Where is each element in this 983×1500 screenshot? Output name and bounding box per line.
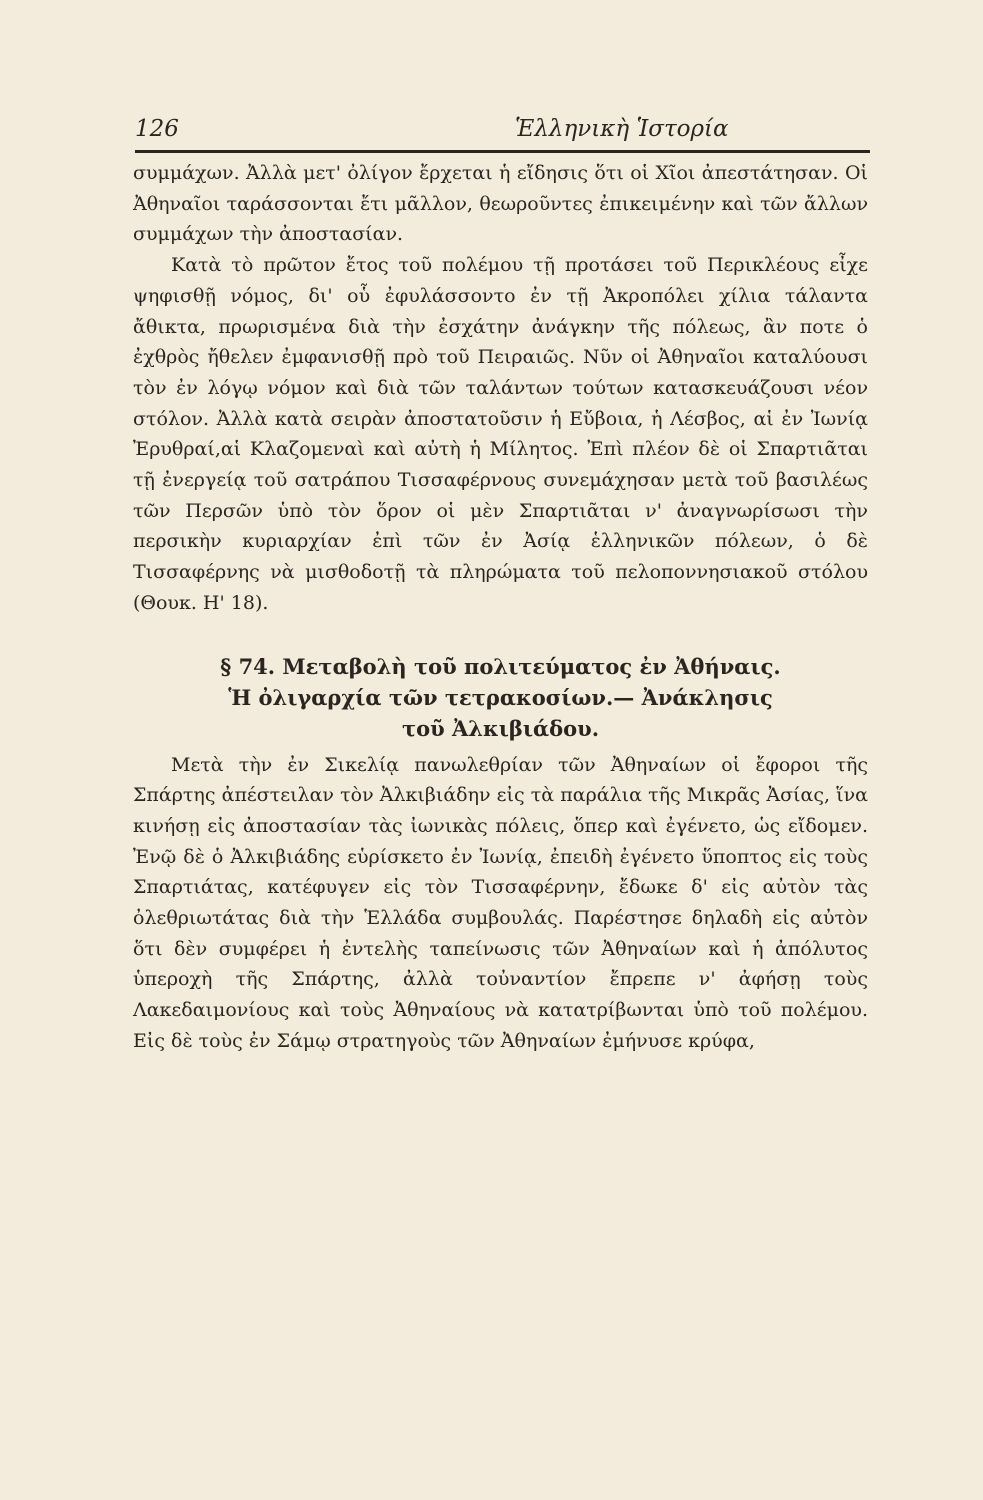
section-number: § 74. xyxy=(220,653,276,679)
header-rule xyxy=(135,150,870,153)
page-header xyxy=(135,116,865,146)
paragraph-continued: συμμάχων. Ἀλλὰ μετ' ὀλίγον ἔρχεται ἡ εἴδησις ὅτι οἱ Χῖοι ἀπεστάτησαν. Οἱ Ἀθηναῖοι ταράσσονται ἔτι μᾶλλον, θεωροῦντες ἐπικειμένην καὶ τῶν ἄλλων συμμάχων τὴν ἀποστασίαν. xyxy=(133,162,868,246)
section-heading-line-3: τοῦ Ἀλκιβιάδου. xyxy=(401,715,600,741)
page-body xyxy=(133,158,868,1057)
page-number: 126 xyxy=(135,116,179,142)
section-title-1: Μεταβολὴ τοῦ πολιτεύματος ἐν Ἀθήναις. xyxy=(282,653,781,679)
section-heading xyxy=(133,651,868,744)
paragraph: Μετὰ τὴν ἐν Σικελίᾳ πανωλεθρίαν τῶν Ἀθηναίων οἱ ἔφοροι τῆς Σπάρτης ἀπέστειλαν τὸν Ἀλκιβιάδην εἰς τὰ παράλια τῆς Μικρᾶς Ἀσίας, ἵνα κινήσῃ εἰς ἀποστασίαν τὰς ἰωνικὰς πόλεις, ὅπερ καὶ ἐγένετο, ὡς εἴδομεν. Ἐνῷ δὲ ὁ Ἀλκιβιάδης εὑρίσκετο ἐν Ἰωνίᾳ, ἐπειδὴ ἐγένετο ὕποπτος εἰς τοὺς Σπαρτιάτας, κατέφυγεν εἰς τὸν Τισσαφέρνην, ἔδωκε δ' εἰς αὐτὸν τὰς ὀλεθριωτάτας διὰ τὴν Ἑλλάδα συμβουλάς. Παρέστησε δηλαδὴ εἰς αὐτὸν ὅτι δὲν συμφέρει ἡ ἐντελὴς ταπείνωσις τῶν Ἀθηναίων καὶ ἡ ἀπόλυτος ὑπεροχὴ τῆς Σπάρτης, ἀλλὰ τοὐναντίον ἔπρεπε ν' ἀφήσῃ τοὺς Λακεδαιμονίους καὶ τοὺς Ἀθηναίους νὰ κατατρίβωνται ὑπὸ τοῦ πολέμου. Εἰς δὲ τοὺς ἐν Σάμῳ στρατηγοὺς τῶν Ἀθηναίων ἐμήνυσε κρύφα, xyxy=(133,753,868,1052)
section-heading-line-2: Ἡ ὀλιγαρχία τῶν τετρακοσίων.— Ἀνάκλησις xyxy=(228,684,773,710)
paragraph: Κατὰ τὸ πρῶτον ἔτος τοῦ πολέμου τῇ προτάσει τοῦ Περικλέους εἶχε ψηφισθῇ νόμος, δι' οὗ ἐφυλάσσοντο ἐν τῇ Ἀκροπόλει χίλια τάλαντα ἄθικτα, πρωρισμένα διὰ τὴν ἐσχάτην ἀνάγκην τῆς πόλεως, ἂν ποτε ὁ ἐχθρὸς ἤθελεν ἐμφανισθῇ πρὸ τοῦ Πειραιῶς. Νῦν οἱ Ἀθηναῖοι καταλύουσι τὸν ἐν λόγῳ νόμον καὶ διὰ τῶν ταλάντων τούτων κατασκευάζουσι νέον στόλον. Ἀλλὰ κατὰ σειρὰν ἀποστατοῦσιν ἡ Εὔβοια, ἡ Λέσβος, αἱ ἐν Ἰωνίᾳ Ἐρυθραί,αἱ Κλαζομεναὶ καὶ αὐτὴ ἡ Μίλητος. Ἐπὶ πλέον δὲ οἱ Σπαρτιᾶται τῇ ἐνεργείᾳ τοῦ σατράπου Τισσαφέρνους συνεμάχησαν μετὰ τοῦ βασιλέως τῶν Περσῶν ὑπὸ τὸν ὅρον οἱ μὲν Σπαρτιᾶται ν' ἀναγνωρίσωσι τὴν περσικὴν κυριαρχίαν ἐπὶ τῶν ἐν Ἀσίᾳ ἑλληνικῶν πόλεων, ὁ δὲ Τισσαφέρνης νὰ μισθοδοτῇ τὰ πληρώματα τοῦ πελοποννησιακοῦ στόλου (Θουκ. Η' 18). xyxy=(133,254,868,614)
running-title: Ἑλληνικὴ Ἱστορία xyxy=(515,116,729,142)
section-heading-line-1 xyxy=(133,651,868,682)
